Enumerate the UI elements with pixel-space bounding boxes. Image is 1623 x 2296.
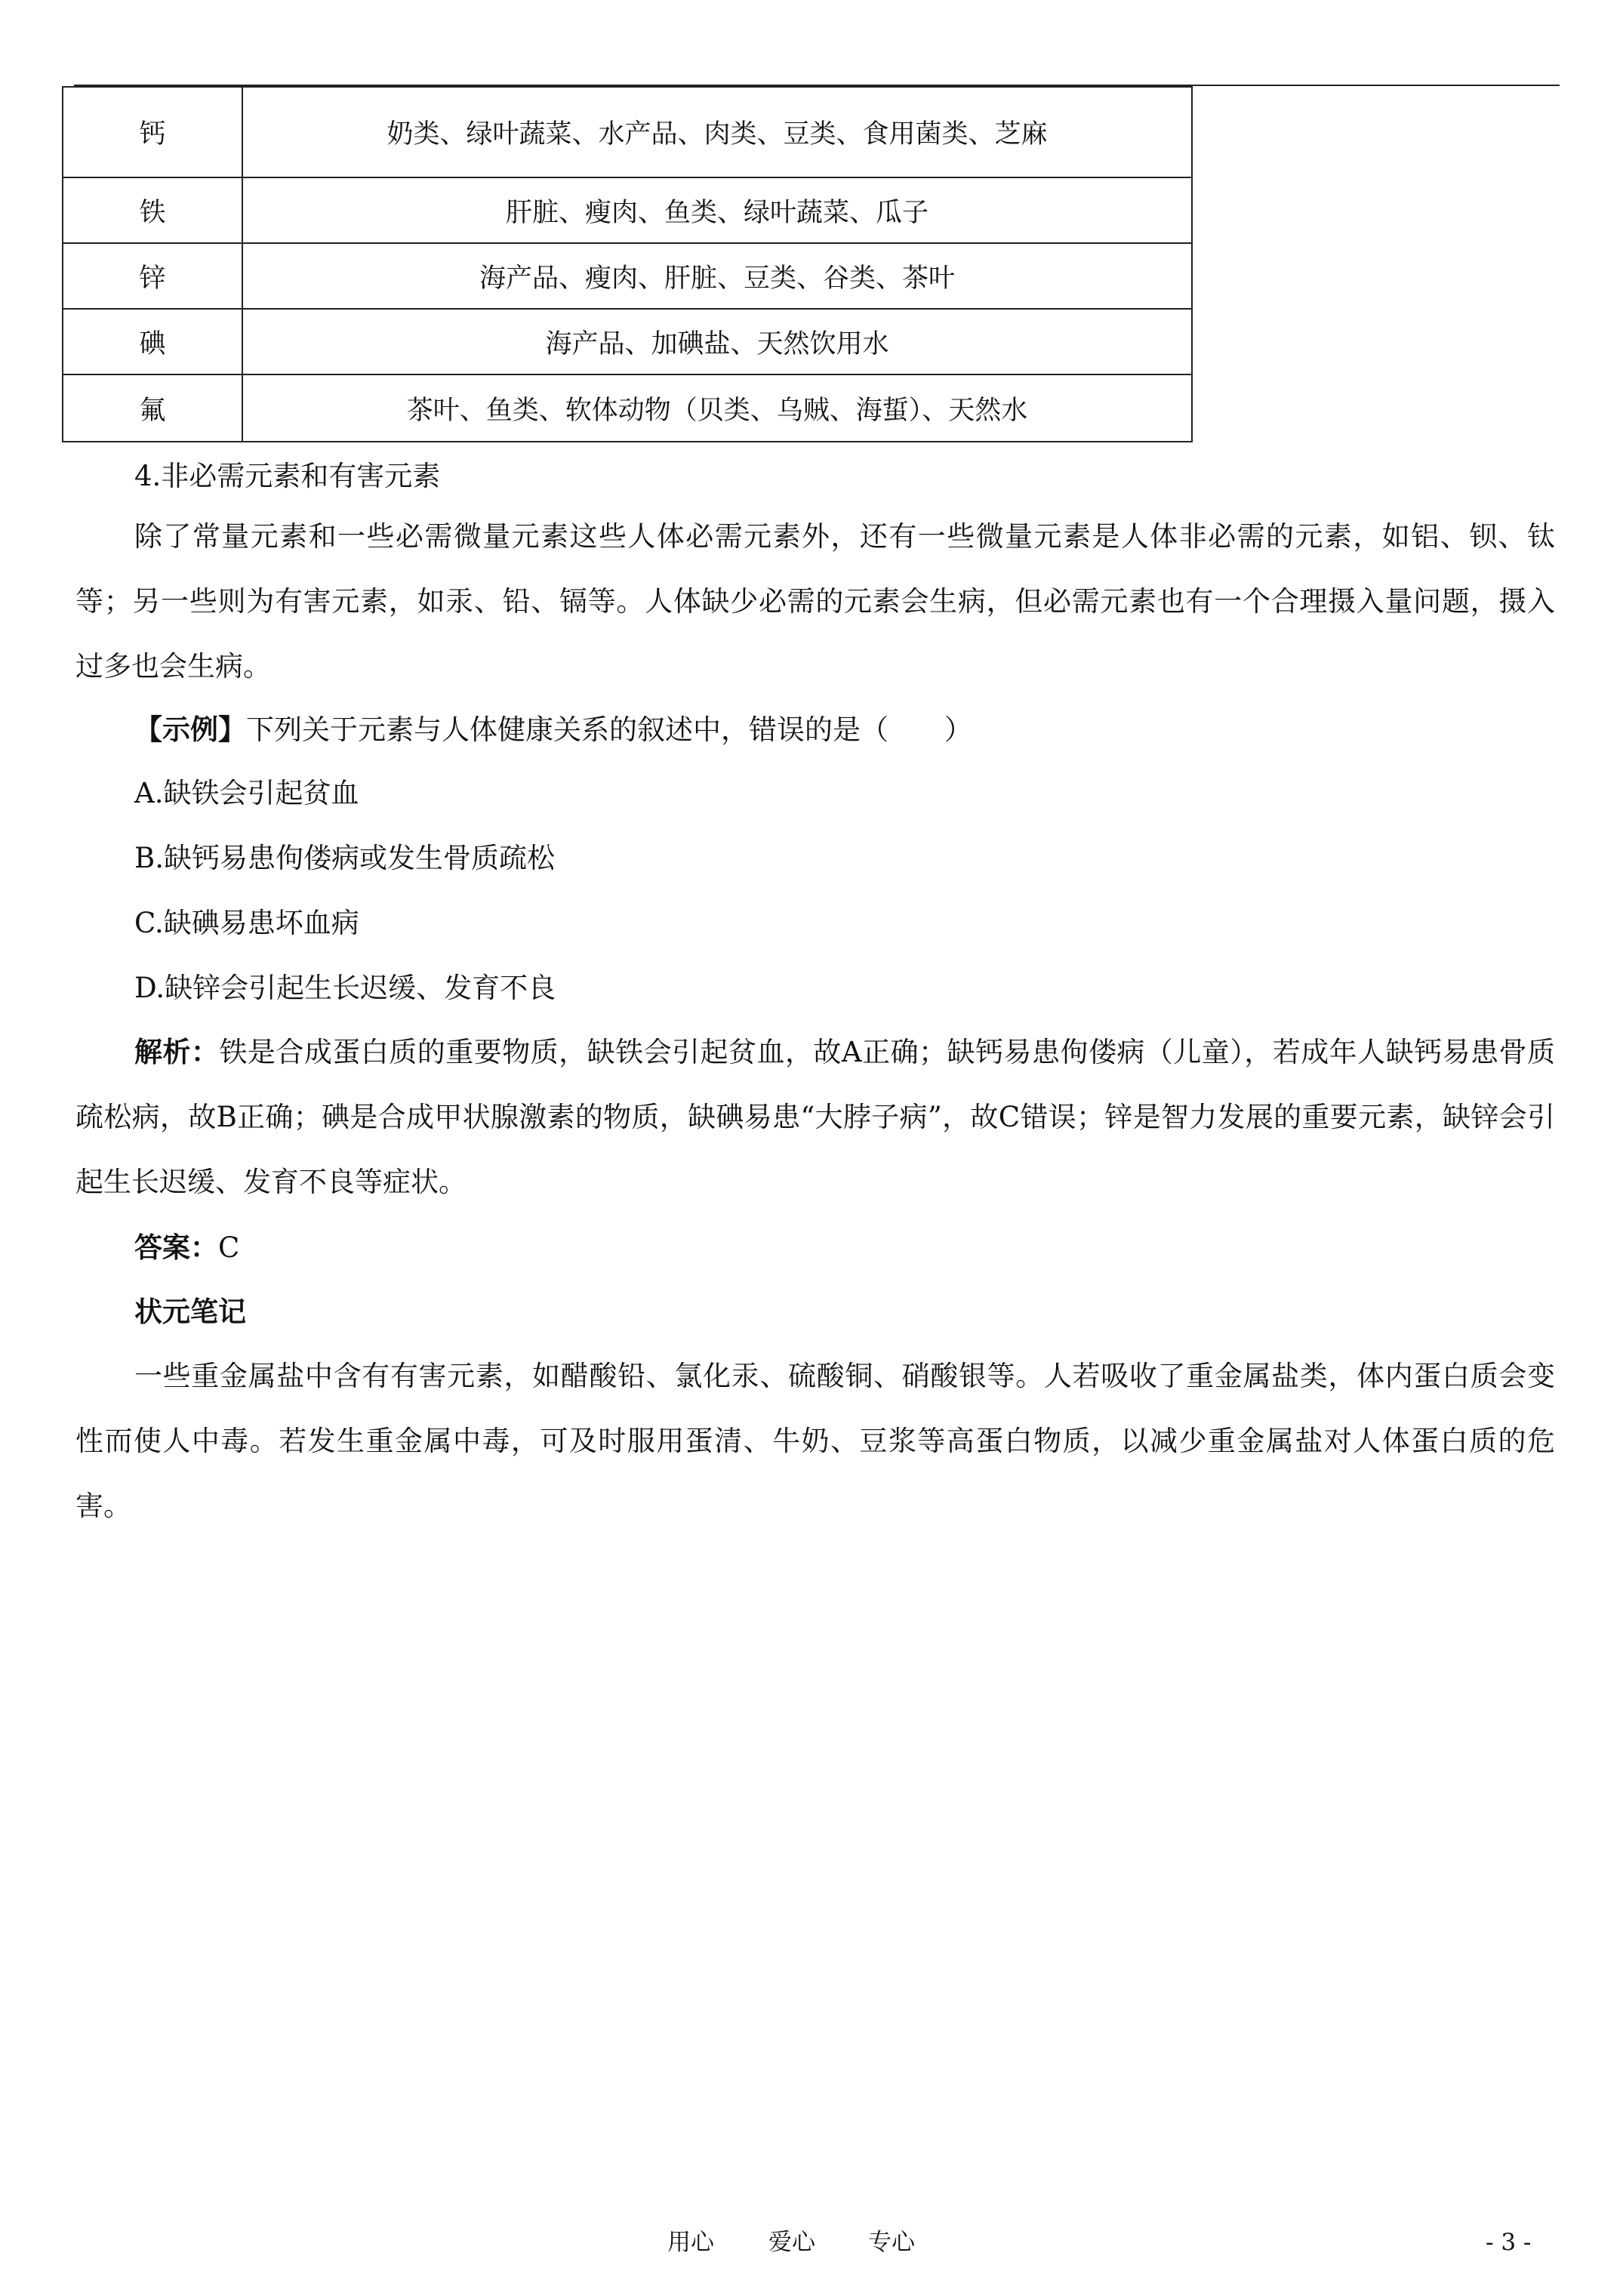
element-cell: 锌 (63, 243, 242, 309)
table-row (63, 309, 1192, 374)
food-sources-cell: 茶叶、鱼类、软体动物（贝类、乌贼、海蜇）、天然水 (242, 374, 1192, 442)
element-cell: 碘 (63, 309, 242, 374)
analysis-label: 解析： (134, 1035, 220, 1068)
analysis-text: 铁是合成蛋白质的重要物质，缺铁会引起贫血，故A正确；缺钙易患佝偻病（儿童），若成年人缺钙易患骨质疏松病，故B正确；碘是合成甲状腺激素的物质，缺碘易患“大脖子病”，故C错误；锌是智力发展的重要元素，缺锌会引起生长迟缓、发育不良等症状。 (75, 1036, 1556, 1198)
example-tag: 【示例】 (134, 713, 246, 746)
page-number: - 3 - (1486, 2229, 1532, 2256)
element-food-source-table (62, 86, 1193, 442)
option-d: D.缺锌会引起生长迟缓、发育不良 (134, 972, 556, 1004)
element-cell: 氟 (63, 374, 242, 442)
analysis-paragraph (75, 1019, 1555, 1215)
notes-paragraph: 一些重金属盐中含有有害元素，如醋酸铅、氯化汞、硫酸铜、硝酸银等。人若吸收了重金属盐类，体内蛋白质会变性而使人中毒。若发生重金属中毒，可及时服用蛋清、牛奶、豆浆等高蛋白物质，以减少重金属盐对人体蛋白质的危害。 (75, 1360, 1555, 1522)
option-a: A.缺铁会引起贫血 (134, 777, 359, 809)
notes-heading: 状元笔记 (134, 1295, 246, 1328)
table-row (63, 243, 1192, 309)
answer-value: C (218, 1231, 240, 1264)
example-question (75, 713, 1555, 747)
food-sources-cell: 海产品、加碘盐、天然饮用水 (242, 309, 1192, 374)
food-sources-cell: 肝脏、瘦肉、鱼类、绿叶蔬菜、瓜子 (242, 177, 1192, 243)
option-b: B.缺钙易患佝偻病或发生骨质疏松 (134, 842, 555, 874)
answer-label: 答案： (134, 1231, 218, 1264)
footer-motto-3: 专心 (868, 2229, 915, 2256)
footer-motto-1: 用心 (667, 2229, 714, 2256)
section-paragraph: 除了常量元素和一些必需微量元素这些人体必需元素外，还有一些微量元素是人体非必需的元素，如铝、钡、钛等；另一些则为有害元素，如汞、铅、镉等。人体缺少必需的元素会生病，但必需元素也有一个合理摄入量问题，摄入过多也会生病。 (75, 520, 1555, 683)
element-cell: 钙 (63, 87, 242, 177)
element-cell: 铁 (63, 177, 242, 243)
food-sources-cell: 海产品、瘦肉、肝脏、豆类、谷类、茶叶 (242, 243, 1192, 309)
section-heading: 4.非必需元素和有害元素 (134, 460, 441, 492)
food-sources-cell: 奶类、绿叶蔬菜、水产品、肉类、豆类、食用菌类、芝麻 (242, 87, 1192, 177)
answer-line (134, 1231, 1614, 1265)
table-row (63, 374, 1192, 442)
table-row (63, 177, 1192, 243)
table-row (63, 87, 1192, 177)
option-c: C.缺碘易患坏血病 (134, 907, 359, 939)
footer-motto-2: 爱心 (768, 2229, 815, 2256)
question-text: 下列关于元素与人体健康关系的叙述中，错误的是（ ） (246, 713, 972, 746)
